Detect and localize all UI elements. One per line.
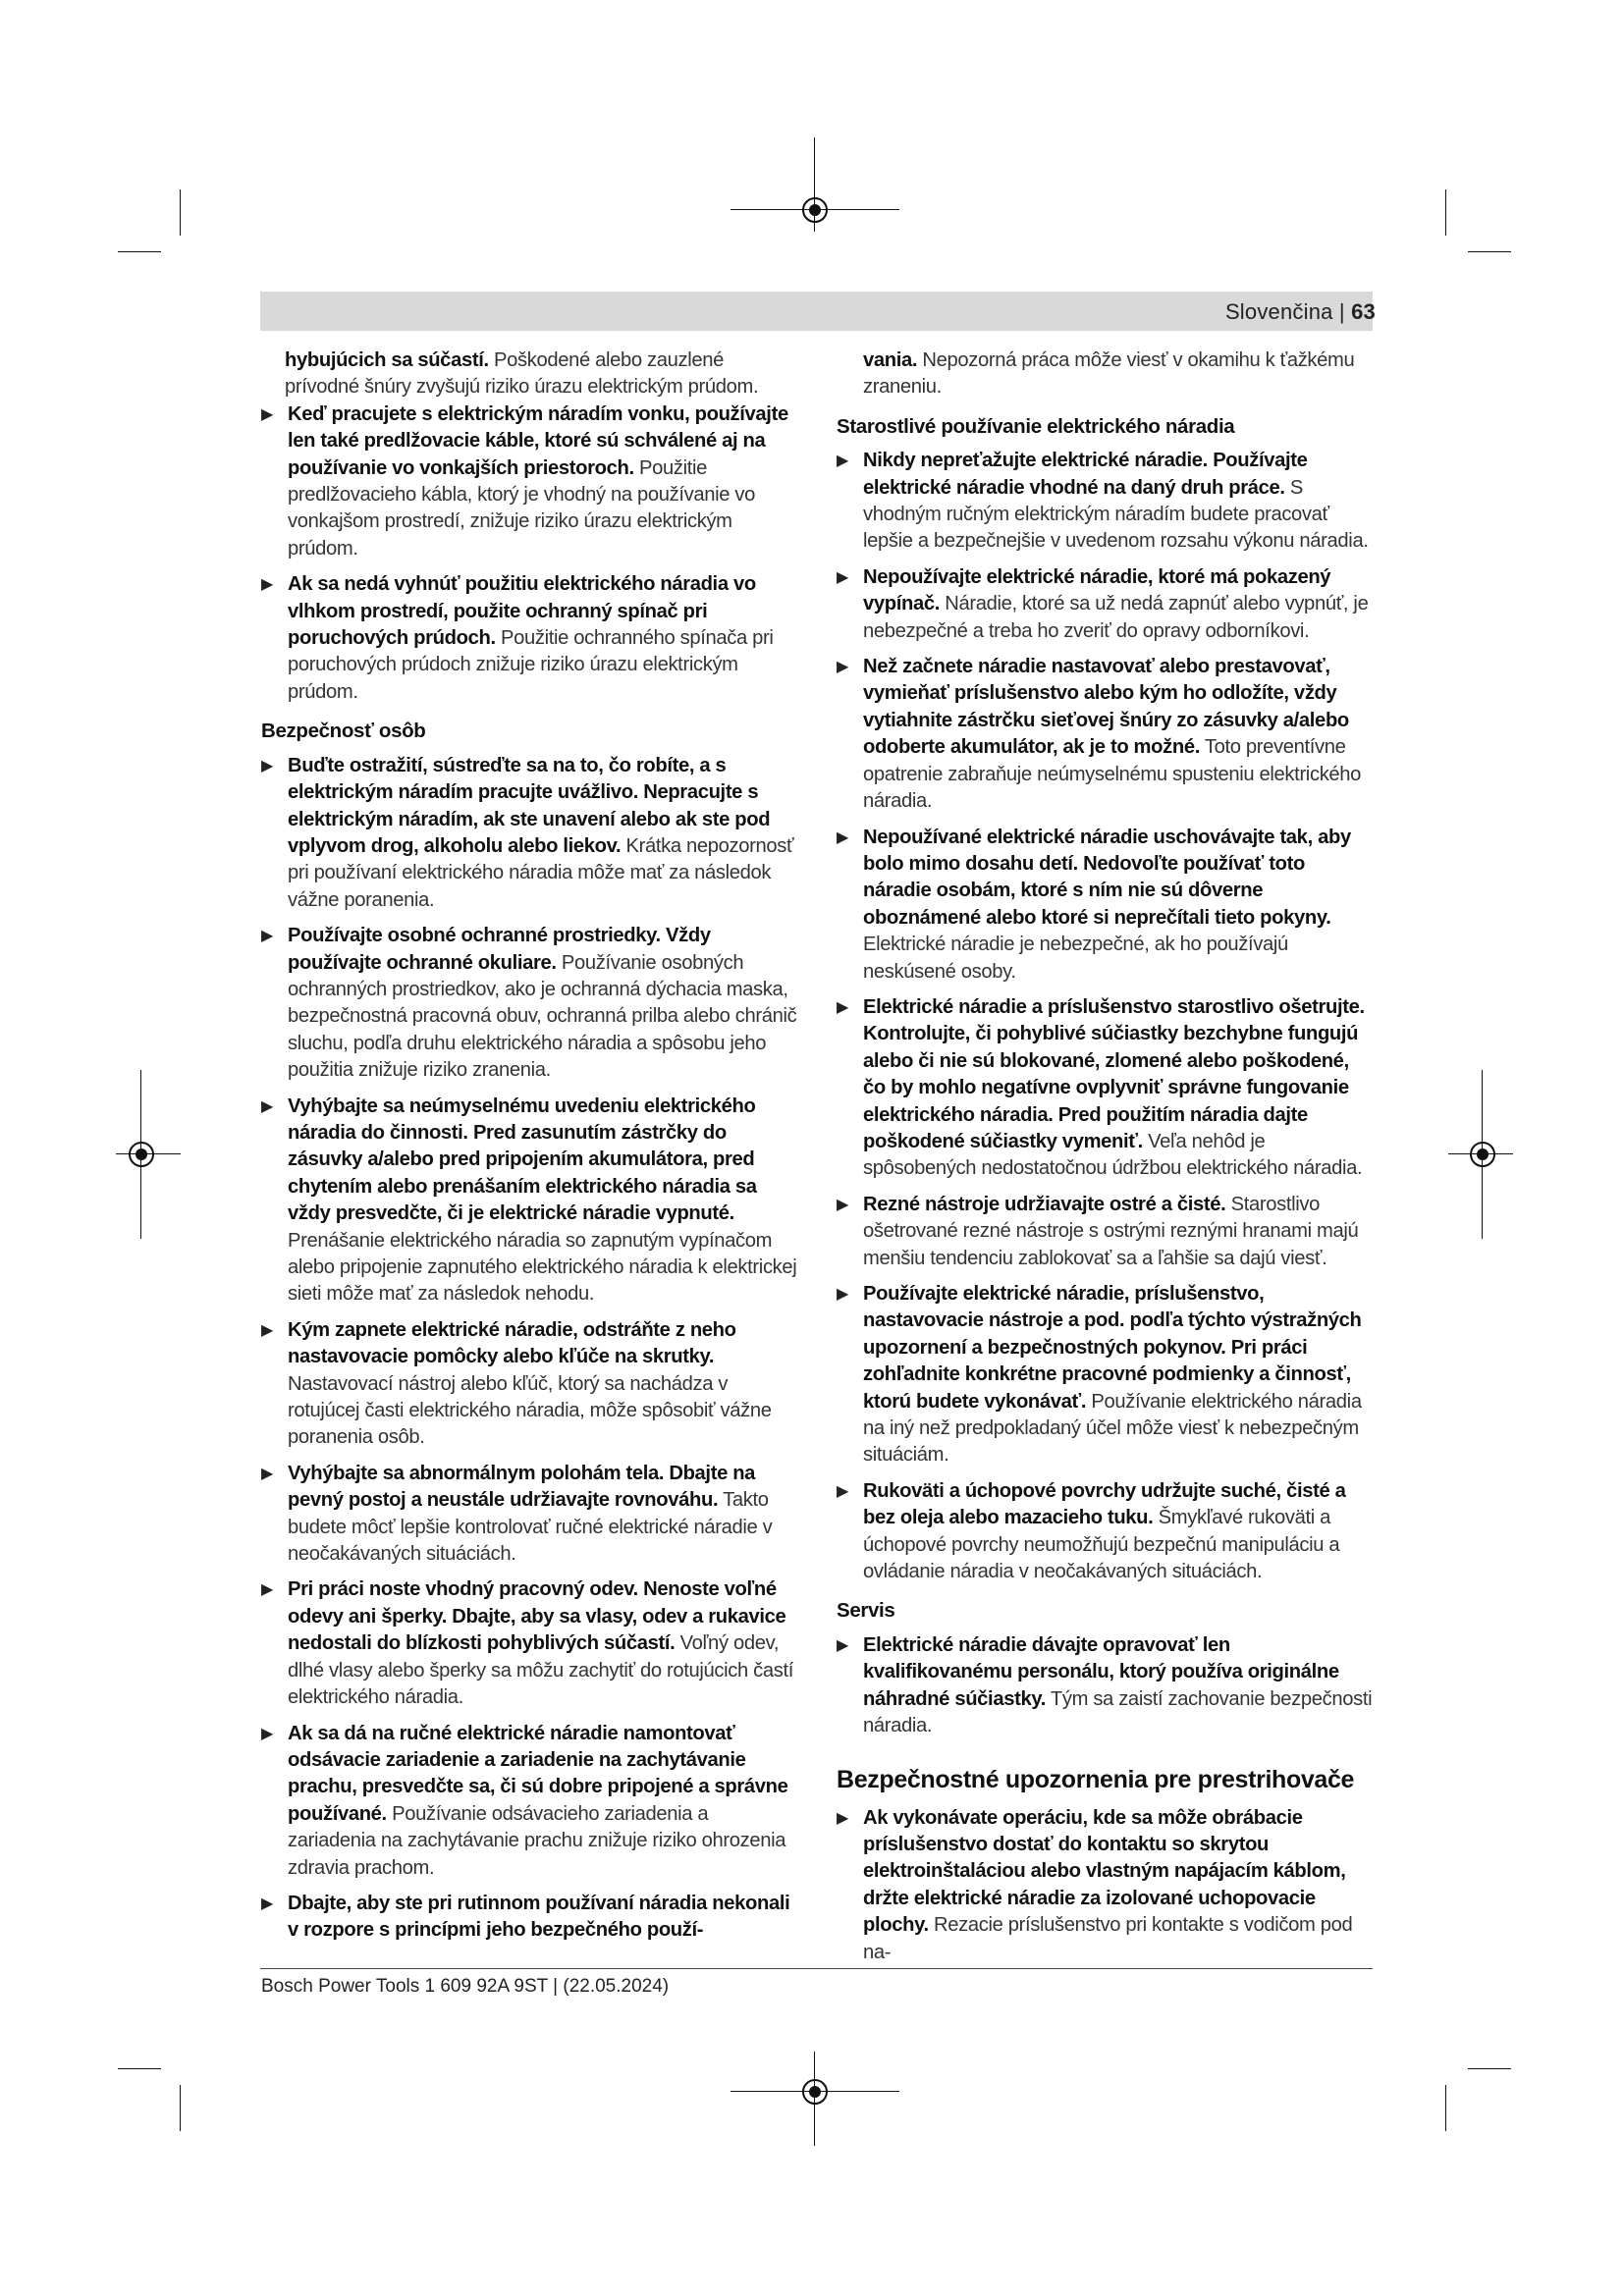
bullet-triangle-icon: ▶ (261, 1465, 273, 1482)
bullet-triangle-icon: ▶ (837, 1809, 848, 1827)
subheading: Servis (837, 1599, 895, 1623)
list-item: ▶ Ak vykonávate operáciu, kde sa môže obrábacie príslušenstvo dostať do kontaktu so skrytou elektroinštaláciou alebo vlastným napájacím káblom, držte elektrické náradie za izolované uchopovacie plochy. Rezacie príslušenstvo pri kontakte s vodičom pod na- (837, 1806, 1353, 1963)
crop-mark (180, 189, 181, 236)
right-column (837, 347, 1374, 1975)
list-item: ▶ Dbajte, aby ste pri rutinnom používaní náradia nekonali v rozpore s princípmi jeho bezpečného použí- (261, 1892, 790, 1942)
registration-line (814, 2052, 815, 2146)
list-item: ▶ Kým zapnete elektrické náradie, odstráňte z neho nastavovacie pomôcky alebo kľúče na skrutky. Nastavovací nástroj alebo kľúč, ktorý sa nachádza v rotujúcej časti elektrického náradia, môže spôsobiť vážne poranenia osôb. (261, 1318, 772, 1449)
registration-line (1482, 1070, 1483, 1239)
list-item: ▶ Používajte osobné ochranné prostriedky. Vždy používajte ochranné okuliare. Používanie osobných ochranných prostriedkov, ako je ochranná dýchacia maska, bezpečnostná pracovná obuv, ochranná prilba alebo chránič sluchu, podľa druhu elektrického náradia a spôsobu jeho použitia znižuje riziko zranenia. (261, 925, 797, 1082)
list-item: ▶ Ak sa dá na ručné elektrické náradie namontovať odsávacie zariadenie a zariadenie na zachytávanie prachu, presvedčte sa, či sú dobre pripojené a správne používané. Používanie odsávacieho zariadenia a zariadenia na zachytávanie prachu znižuje riziko ohrozenia zdravia prachom. (261, 1722, 788, 1879)
registration-mark-left-icon (124, 1137, 159, 1172)
header-language: Slovenčina (1224, 299, 1333, 324)
bullet-triangle-icon: ▶ (261, 1895, 273, 1912)
bullet-triangle-icon: ▶ (837, 568, 848, 586)
running-header (1225, 299, 1376, 325)
crop-mark (118, 251, 161, 252)
list-item: ▶ Pri práci noste vhodný pracovný odev. Nenoste voľné odevy ani šperky. Dbajte, aby sa vlasy, odev a rukavice nedostali do blízkosti pohyblivých súčastí. Voľný odev, dlhé vlasy alebo šperky sa môžu zachytiť do rotujúcich častí elektrického náradia. (261, 1578, 794, 1709)
left-column (261, 347, 798, 1953)
footer-rule (260, 1968, 1373, 1969)
bullet-triangle-icon: ▶ (837, 1196, 848, 1213)
registration-mark-bottom-icon (797, 2074, 833, 2109)
bullet-triangle-icon: ▶ (837, 659, 848, 676)
crop-mark (180, 2085, 181, 2131)
registration-mark-right-icon (1465, 1137, 1500, 1172)
bullet-triangle-icon: ▶ (837, 1636, 848, 1654)
registration-line (1448, 1153, 1513, 1154)
list-item: ▶ Nikdy nepreťažujte elektrické náradie. Používajte elektrické náradie vhodné na daný druh práce. S vhodným ručným elektrickým náradím budete pracovať lepšie a bezpečnejšie v uvedenom rozsahu výkonu náradia. (837, 450, 1369, 553)
bullet-triangle-icon: ▶ (261, 576, 273, 594)
footer-text: Bosch Power Tools 1 609 92A 9ST | (22.05.2024) (261, 1976, 670, 1997)
registration-line (731, 2091, 899, 2092)
bullet-triangle-icon: ▶ (261, 405, 273, 423)
list-item: ▶ Nepoužívajte elektrické náradie, ktoré má pokazený vypínač. Náradie, ktoré sa už nedá zapnúť alebo vypnúť, je nebezpečné a treba ho zveriť do opravy odborníkovi. (837, 565, 1369, 642)
bullet-triangle-icon: ▶ (261, 1725, 273, 1742)
bullet-triangle-icon: ▶ (261, 1097, 273, 1115)
list-item: ▶ Keď pracujete s elektrickým náradím vonku, používajte len také predlžovacie káble, ktoré sú schválené aj na používanie vo vonkajších priestoroch. Použitie predlžovacieho kábla, ktorý je vhodný na používanie vo vonkajšom prostredí, znižuje riziko úrazu elektrickým prúdom. (261, 402, 788, 560)
bullet-triangle-icon: ▶ (261, 1581, 273, 1599)
header-separator: | (1338, 299, 1345, 324)
registration-line (140, 1070, 141, 1239)
bullet-triangle-icon: ▶ (837, 828, 848, 846)
list-item: ▶ Vyhýbajte sa neúmyselnému uvedeniu elektrického náradia do činnosti. Pred zasunutím zástrčky do zásuvky a/alebo pred pripojením akumulátora, pred chytením alebo prenášaním elektrického náradia sa vždy presvedčte, či je elektrické náradie vypnuté. Prenášanie elektrického náradia so zapnutým vypínačom alebo pripojenie zapnutého elektrického náradia k elektrickej sieti môže mať za následok nehodu. (261, 1095, 797, 1306)
bullet-triangle-icon: ▶ (837, 998, 848, 1016)
list-item: ▶ Rezné nástroje udržiavajte ostré a čisté. Starostlivo ošetrované rezné nástroje s ostrými reznými hranami majú menšiu tendenciu zablokovať sa a ľahšie sa dajú viesť. (837, 1193, 1359, 1269)
registration-mark-top-icon (797, 192, 833, 228)
list-item: ▶ Buďte ostražití, sústreďte sa na to, čo robíte, a s elektrickým náradím pracujte uvážlivo. Nepracujte s elektrickým náradím, ak ste unavení alebo ak ste pod vplyvom drog, alkoholu alebo liekov. Krátka nepozornosť pri používaní elektrického náradia môže mať za následok vážne poranenia. (261, 754, 794, 911)
list-item: ▶ Nepoužívané elektrické náradie uschovávajte tak, aby bolo mimo dosahu detí. Nedovoľte používať toto náradie osobám, ktoré s ním nie sú dôverne oboznámené alebo ktoré si neprečítali tieto pokyny. Elektrické náradie je nebezpečné, ak ho používajú neskúsené osoby. (837, 826, 1351, 983)
list-item: ▶ Elektrické náradie dávajte opravovať len kvalifikovanému personálu, ktorý používa originálne náhradné súčiastky. Tým sa zaistí zachovanie bezpečnosti náradia. (837, 1633, 1373, 1737)
crop-mark (1468, 251, 1511, 252)
list-item: ▶ Používajte elektrické náradie, príslušenstvo, nastavovacie nástroje a pod. podľa týchto výstražných upozornení a bezpečnostných pokynov. Pri práci zohľadnite konkrétne pracovné podmienky a činnosť, ktorú budete vykonávať. Používanie elektrického náradia na iný než predpokladaný účel môže viesť k nebezpečným situáciám. (837, 1283, 1362, 1467)
header-band (260, 292, 1373, 331)
section-heading: Bezpečnostné upozornenia pre prestrihovače (837, 1765, 1355, 1793)
list-item: ▶ Ak sa nedá vyhnúť použitiu elektrického náradia vo vlhkom prostredí, použite ochranný spínač pri poruchových prúdoch. Použitie ochranného spínača pri poruchových prúdoch znižuje riziko úrazu elektrickým prúdom. (261, 573, 774, 703)
registration-line (814, 137, 815, 232)
bullet-triangle-icon: ▶ (261, 1321, 273, 1339)
subheading: Starostlivé používanie elektrického náradia (837, 414, 1235, 438)
crop-mark (1445, 2085, 1446, 2131)
bullet-triangle-icon: ▶ (261, 928, 273, 945)
registration-line (116, 1153, 181, 1154)
crop-mark (118, 2068, 161, 2069)
list-item: ▶ Vyhýbajte sa abnormálnym polohám tela. Dbajte na pevný postoj a neustále udržiavajte rovnováhu. Takto budete môcť lepšie kontrolovať ručné elektrické náradie v neočakávaných situáciách. (261, 1462, 773, 1566)
bullet-triangle-icon: ▶ (837, 453, 848, 470)
bullet-triangle-icon: ▶ (837, 1482, 848, 1500)
bullet-triangle-icon: ▶ (261, 757, 273, 774)
list-item: ▶ Rukoväti a úchopové povrchy udržujte suché, čisté a bez oleja alebo mazacieho tuku. Šmykľavé rukoväti a úchopové povrchy neumožňujú bezpečnú manipuláciu a ovládanie náradia v neočakávaných situáciách. (837, 1479, 1346, 1583)
page-number: 63 (1351, 299, 1376, 324)
registration-line (731, 209, 899, 210)
list-item: ▶ Elektrické náradie a príslušenstvo starostlivo ošetrujte. Kontrolujte, či pohyblivé súčiastky bezchybne fungujú alebo či nie sú blokované, zlomené alebo poškodené, čo by mohlo negatívne ovplyvniť správne fungovanie elektrického náradia. Pred použitím náradia dajte poškodené súčiastky vymeniť. Veľa nehôd je spôsobených nedostatočnou údržbou elektrického náradia. (837, 995, 1365, 1180)
continued-paragraph: vania. Nepozorná práca môže viesť v okamihu k ťažkému zraneniu. (863, 349, 1355, 399)
continued-paragraph: hybujúcich sa súčastí. Poškodené alebo zauzlené prívodné šnúry zvyšujú riziko úrazu elektrickým prúdom. (285, 349, 759, 399)
crop-mark (1468, 2068, 1511, 2069)
crop-mark (1445, 189, 1446, 236)
list-item: ▶ Než začnete náradie nastavovať alebo prestavovať, vymieňať príslušenstvo alebo kým ho odložíte, vždy vytiahnite zástrčku sieťovej šnúry zo zásuvky a/alebo odoberte akumulátor, ak je to možné. Toto preventívne opatrenie zabraňuje neúmyselnému spusteniu elektrického náradia. (837, 656, 1362, 813)
bullet-triangle-icon: ▶ (837, 1286, 848, 1303)
subheading: Bezpečnosť osôb (261, 720, 426, 743)
